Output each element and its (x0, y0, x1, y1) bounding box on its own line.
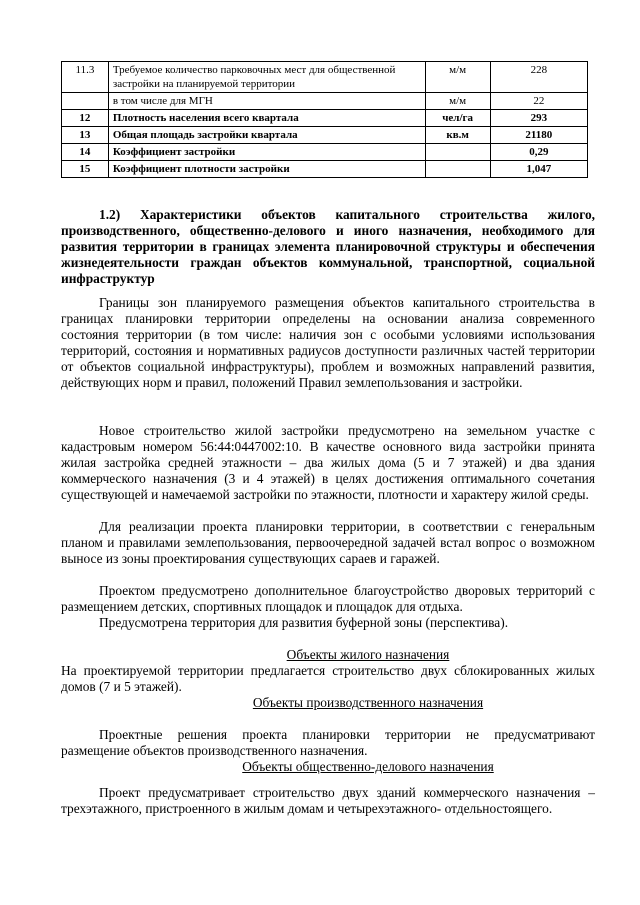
paragraph-text: Для реализации проекта планировки территории, в соответствии с генеральным планом и правилами землепользования, первоочередной задачей встал вопрос о возможном выносе из зоны проектирования существующих сараев и гаражей. (61, 519, 595, 566)
section-heading-text: 1.2) Характеристики объектов капитального строительства жилого, производственного, общественно-делового и иного назначения, необходимого для развития территории в границах элемента планировочной структуры и обеспечения жизнедеятельности граждан объектов коммунальной, транспортной, социальной инфраструктур (61, 207, 595, 286)
row-value: 228 (490, 62, 587, 93)
row-unit: кв.м (425, 127, 490, 144)
row-value: 21180 (490, 127, 587, 144)
public-paragraph (61, 785, 595, 817)
table-row (62, 62, 588, 93)
paragraph-text: Границы зон планируемого размещения объектов капитального строительства в границах планировки территории определены на основании анализа современного состояния территории (в том числе: наличия зон с особыми условиями использования территорий, состояния и нормативных радиусов доступности различных частей территории от объектов социальной инфраструктуры), проблем и возможных направлений развития, действующих норм и правил, положений Правил землепользования и застройки. (61, 295, 595, 390)
paragraph-implementation (61, 519, 595, 567)
row-value: 1,047 (490, 161, 587, 178)
row-value: 0,29 (490, 144, 587, 161)
table-row (62, 110, 588, 127)
paragraph-new-construction (61, 423, 595, 503)
public-text: Проект предусматривает строительство двух зданий коммерческого назначения – трехэтажного, пристроенного в жилым домам и четырехэтажного- отдельностоящего. (61, 785, 595, 816)
row-name: Коэффициент застройки (108, 144, 425, 161)
parameters-table (61, 61, 588, 178)
row-value: 22 (490, 93, 587, 110)
row-unit: м/м (425, 93, 490, 110)
section-heading (61, 207, 595, 287)
industrial-title-text: Объекты производственного назначения (252, 695, 484, 710)
row-name: Коэффициент плотности застройки (108, 161, 425, 178)
row-number: 14 (62, 144, 109, 161)
row-number: 15 (62, 161, 109, 178)
paragraph-landscaping (61, 583, 595, 615)
residential-text: На проектируемой территории предлагается строительство двух сблокированных жилых домов (7 и 5 этажей). (61, 663, 595, 694)
table-row (62, 144, 588, 161)
residential-title (61, 647, 595, 663)
row-unit (425, 144, 490, 161)
public-title-text: Объекты общественно-делового назначения (242, 759, 494, 774)
row-unit (425, 161, 490, 178)
row-unit: м/м (425, 62, 490, 93)
paragraph-buffer-zone (61, 615, 595, 631)
row-name: Плотность населения всего квартала (108, 110, 425, 127)
residential-title-text: Объекты жилого назначения (286, 647, 450, 662)
industrial-title (61, 695, 595, 711)
table-row (62, 93, 588, 110)
row-unit: чел/га (425, 110, 490, 127)
public-title (61, 759, 595, 775)
row-number: 12 (62, 110, 109, 127)
paragraph-boundaries (61, 295, 595, 391)
row-number: 11.3 (62, 62, 109, 93)
table-row (62, 127, 588, 144)
paragraph-text: Проектом предусмотрено дополнительное благоустройство дворовых территорий с размещением детских, спортивных площадок и площадок для отдыха. (61, 583, 595, 614)
table-row (62, 161, 588, 178)
paragraph-text: Новое строительство жилой застройки предусмотрено на земельном участке с кадастровым номером 56:44:0447002:10. В качестве основного вида застройки принята жилая застройка средней этажности – два жилых дома (5 и 7 этажей) и два здания коммерческого назначения (3 и 4 этажей) в целях достижения оптимального сочетания существующей и намечаемой застройки по этажности, плотности и характеру жилой среды. (61, 423, 595, 502)
row-number (62, 93, 109, 110)
row-number: 13 (62, 127, 109, 144)
row-value: 293 (490, 110, 587, 127)
industrial-text: Проектные решения проекта планировки территории не предусматривают размещение объектов производственного назначения. (61, 727, 595, 758)
industrial-paragraph (61, 727, 595, 759)
row-name: в том числе для МГН (108, 93, 425, 110)
row-name: Требуемое количество парковочных мест для общественной застройки на планируемой территории (108, 62, 425, 93)
row-name: Общая площадь застройки квартала (108, 127, 425, 144)
paragraph-text: Предусмотрена территория для развития буферной зоны (перспектива). (99, 615, 509, 630)
